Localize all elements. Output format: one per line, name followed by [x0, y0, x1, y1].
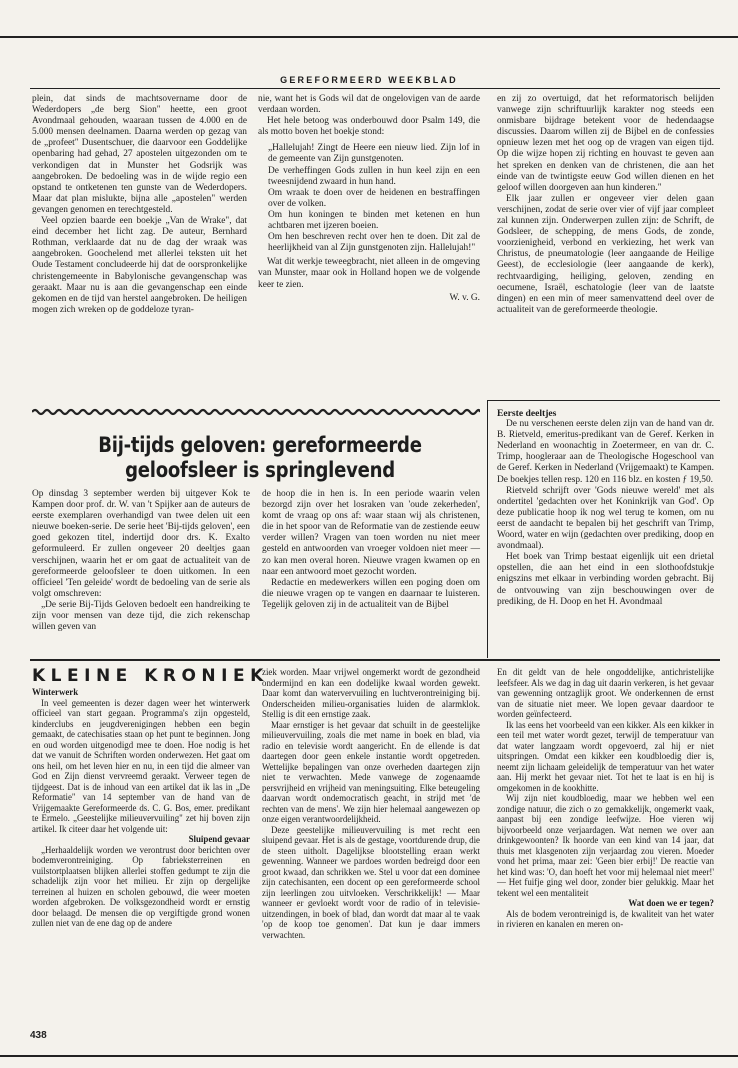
- quote-line: Om hen beschreven recht over hen te doen. Dit zal de heerlijkheid van al Zijn gunstgenoten zijn. Hallelujah!": [268, 232, 480, 254]
- bottom-rule: [0, 1055, 738, 1057]
- column-rule: [487, 400, 488, 658]
- quote-line: „Hallelujah! Zingt de Heere een nieuw lied. Zijn lof in de gemeente van Zijn gunstgenoten.: [268, 143, 480, 165]
- wave-separator: [32, 408, 480, 416]
- paragraph: Op dinsdag 3 september werden bij uitgever Kok te Kampen door prof. dr. W. van 't Spijker aan de auteurs de eerste exemplaren overhandigd van twee delen uit een nieuwe boeken-serie. De serie heet 'Bij-tijds geloven', een goed gekozen titel, indertijd door drs. K. Exalto geformuleerd. Er zullen ongeveer 20 deeltjes gaan verschijnen, waarin het er om gaat de actualiteit van de gereformeerde geloofsleer te doen uitkomen. In een officieel 'Ten geleide' wordt de bedoeling van de serie als volgt omschreven:: [32, 489, 250, 599]
- paragraph: In veel gemeenten is dezer dagen weer het winterwerk officieel van start gegaan. Programma's zijn opgesteld, kinderclubs en jeugdverenigingen hebben een begin gemaakt, de catechisaties staan op het punt te beginnen. Jong en oud worden uitgenodigd mee te doen. Hoe nodig is het dat we vanuit de Schriften worden onderwezen. Het gaat om ons heil, om het leven hier en nu, in een tijd die almeer van God en Zijn dienst vervreemd geraakt. Verweer tegen de tijdgeest. Dat is de inhoud van een artikel dat ik las in „De Reformatie" van 14 september van de hand van de Vrijgemaakte Gereformeerde ds. C. G. Bos, emer. predikant te Ermelo. „Geestelijke milieuvervuiling" zet hij boven zijn artikel. Ik citeer daar het volgende uit:: [32, 697, 250, 834]
- top-rule: [0, 36, 738, 38]
- kroniek-subhead: Winterwerk: [32, 687, 79, 697]
- kroniek-subhead: Sluipend gevaar: [188, 834, 250, 844]
- paragraph: nie, want het is Gods wil dat de ongelovigen van de aarde verdaan worden.: [258, 94, 480, 116]
- kroniek-column-3: [497, 667, 714, 930]
- top-column-2: [258, 94, 480, 304]
- paragraph: Ik las eens het voorbeeld van een kikker. Als een kikker in een teil met water wordt gezet, terwijl de temperatuur van dat water langzaam wordt opgevoerd, zal hij er niet uitspringen. Omdat een kikker een koudbloedig dier is, neemt zijn lichaam geleidelijk de temperatuur van het water aan. Hij merkt het gevaar niet. Tot het te laat is en hij is omgekomen in de kookhitte.: [497, 719, 714, 793]
- article-column-3: [497, 408, 714, 608]
- paragraph: en zij zo overtuigd, dat het reformatorisch belijden vanwege zijn schriftuurlijk karakter nog steeds een onmisbare bijdrage betekent voor de hedendaagse discussies. Daarom willen zij de Bijbel en de confessies opnieuw lezen met het oog op de vragen van eigen tijd. Op die wijze hopen zij richting en houvast te geven aan het spreken en denken van de christenen, die aan het einde van de twintigste eeuw God willen dienen en het geloof willen doorgeven aan hun kinderen.": [497, 94, 714, 193]
- article-headline: Bij-tijds geloven: gereformeerde geloofsleer is springlevend: [98, 433, 422, 482]
- paragraph: Het boek van Trimp bestaat eigenlijk uit een drietal opstellen, die aan het eind in een slothoofdstukje enigszins met elkaar in verbinding worden gebracht. Bij de ontvouwing van zijn beschouwingen over de prediking, de H. Doop en het H. Avondmaal: [497, 552, 714, 607]
- quote-line: De verheffingen Gods zullen in hun keel zijn en een tweesnijdend zwaard in hun hand.: [268, 165, 480, 187]
- paragraph: de hoop die in hen is. In een periode waarin velen bezorgd zijn over het losraken van 'oude zekerheden', komt de vraag op ons af: waar staan wij als christenen, die in het spoor van de Reformatie van de zestiende eeuw verder willen? Vragen van toen worden nu niet meer gesteld en antwoorden van vroeger voldoen niet meer — zo kan men overal horen. Nieuwe vragen kwamen op en naar een antwoord moet gezocht worden.: [262, 489, 480, 577]
- top-section-rule: [487, 400, 720, 401]
- paragraph: plein, dat sinds de machtsovername door de Wederdopers „de berg Sion" heette, een groot Avondmaal gehouden, waaraan tussen de 4.000 en de 5.000 mensen deelnamen. Daarna werden op gezag van de „profeet" Dusentschuer, die daarvoor een Goddelijke openbaring had gehad, 27 apostelen uitgezonden om te verkondigen dat in Munster het Godsrijk was aangebroken. De bedoeling was in de wijde regio een opstand te ontketenen ten gunste van de Wederdopers. Maar dat plan mislukte, bijna alle „apostelen" werden gevangen genomen en terechtgesteld.: [32, 94, 247, 215]
- paragraph: De nu verschenen eerste delen zijn van de hand van dr. B. Rietveld, emeritus-predikant van de Geref. Kerken in Nederland en woonachtig in Zoetermeer, en van dr. C. Trimp, hoogleraar aan de Theologische Hogeschool van de Geref. Kerken in Nederland (Vrijgemaakt) te Kampen. De boekjes tellen resp. 120 en 116 blz. en kosten ƒ 19,50.: [497, 419, 714, 485]
- section-subhead: Eerste deeltjes: [497, 408, 557, 419]
- quote-line: Om wraak te doen over de heidenen en bestraffingen over de volken.: [268, 187, 480, 209]
- paragraph: ziek worden. Maar vrijwel ongemerkt wordt de gezondheid ondermijnd en kan een dodelijke kwaal worden gewekt. Daar komt dan watervervuiling en luchtverontreiniging bij. Onderscheiden milieu-organisaties luiden de alarmklok. Stellig is dit een ernstige zaak.: [262, 667, 480, 719]
- paragraph: Als de bodem verontreinigd is, de kwaliteit van het water in rivieren en kanalen en meren on-: [497, 908, 714, 929]
- running-header: GEREFORMEERD WEEKBLAD: [280, 75, 458, 85]
- paragraph: „De serie Bij-Tijds Geloven bedoelt een handreiking te zijn voor mensen van deze tijd, die zich rekenschap willen geven van: [32, 599, 250, 633]
- kroniek-column-2: [262, 667, 480, 940]
- paragraph: Het hele betoog was onderbouwd door Psalm 149, die als motto boven het boekje stond:: [258, 116, 480, 138]
- kroniek-subhead: Wat doen we er tegen?: [628, 898, 714, 908]
- psalm-quote: [268, 143, 480, 254]
- kroniek-column-1: [32, 687, 250, 929]
- paragraph: Redactie en medewerkers willen een poging doen om die nieuwe vragen op te vangen en daarnaar te luisteren. Tegelijk geloven zij in de actualiteit van de Bijbel: [262, 577, 480, 610]
- author-signature: W. v. G.: [449, 292, 480, 303]
- header-rule: [30, 88, 720, 89]
- paragraph: Wij zijn niet koudbloedig, maar we hebben wel een zondige natuur, die zich o zo gemakkelijk, ongemerkt vaak, aanpast bij een zondige leefwijze. Hoe vieren wij bijvoorbeeld onze verjaardagen. Wat nemen we over aan drinkgewoonten? Ik hoorde van een kind van 14 jaar, dat thuis met klasgenoten zijn verjaardag zou vieren. Moeder vond het prima, maar zei: 'Geen bier erbij!' De reactie van het kind was: 'O, dan hoeft het voor mij helemaal niet meer!' — Het fuifje ging wel door, zonder bier gelukkig. Maar het tekent wel een mentaliteit: [497, 793, 714, 898]
- kroniek-rule: [30, 659, 720, 661]
- paragraph: Deze geestelijke milieuvervuiling is met recht een sluipend gevaar. Het is als de gestage, voortdurende drup, die de steen uitholt. Dagelijkse blootstelling eraan werkt gewenning. Wanneer we pardoes worden bedreigd door een groot kwaad, dan schrikken we. Stel u voor dat een dominee zijn catechisanten, een docent op een gereformeerde school zijn leerlingen zou uitvloeken. Verschrikkelijk! — Maar wanneer er gevloekt wordt voor de radio of in televisie-uitzendingen, in boek of blad, dan wordt dat maar al te vaak 'op de koop toe genomen'. Dat kun je daar immers verwachten.: [262, 824, 480, 940]
- article-column-2: [262, 489, 480, 611]
- paragraph: Veel opzien baarde een boekje „Van de Wrake", dat eind december het licht zag. De auteur, Bernhard Rothman, verklaarde dat nu de dag der wraak was aangebroken. Goochelend met allerlei teksten uit het Oude Testament concludeerde hij dat de oorspronkelijke christengemeente in Babylonische gevangenschap was geraakt. Maar nu is aan die gevangenschap een einde gekomen en de tijd van herstel aangebroken. De heiligen mogen zich wreken op de goddeloze tyran-: [32, 216, 247, 315]
- paragraph: „Herhaaldelijk worden we verontrust door berichten over bodemverontreiniging. Op fabrieksterreinen en vuilstortplaatsen blijken allerlei stoffen gedumpt te zijn die schadelijk zijn voor het milieu. Er zijn op dergelijke terreinen al huizen en scholen gebouwd, die weer moeten worden afgebroken. De volksgezondheid wordt er ernstig door belaagd. De mensen die op vergiftigde grond wonen zullen niet van de ene dag op de andere: [32, 844, 250, 928]
- paragraph: En dit geldt van de hele ongoddelijke, antichristelijke leefsfeer. Als we dag in dag uit daarin verkeren, is het gevaar van gewenning ontzaglijk groot. We onderkennen de ernst van de situatie niet meer. We lopen gevaar daardoor te worden geïnfecteerd.: [497, 667, 714, 719]
- top-column-3: [497, 94, 714, 316]
- article-column-1: [32, 489, 250, 633]
- top-column-1: [32, 94, 247, 316]
- paragraph: Maar ernstiger is het gevaar dat schuilt in de geestelijke milieuvervuiling, zoals die met name in boek en blad, via radio en televisie wordt aangericht. En de ellende is dat daartegen door geen enkele instantie wordt opgetreden. Wettelijke bepalingen van onze overheden daartegen zijn niet te verwachten. Mede vanwege de zogenaamde persvrijheid en vrijheid van meningsuiting. Elke beteugeling daarvan wordt ondemocratisch geacht, in strijd met 'de rechten van de mens'. We zijn hier helemaal aangewezen op onze eigen verantwoordelijkheid.: [262, 719, 480, 824]
- quote-line: Om hun koningen te binden met ketenen en hun achtbaren met ijzeren boeien.: [268, 209, 480, 232]
- paragraph: Rietveld schrijft over 'Gods nieuwe wereld' met als ondertitel 'gedachten over het Koninkrijk van God'. Op deze publicatie hoop ik nog wel terug te komen, om nu eerst de aandacht te bepalen bij het geschrift van Trimp, Woord, water en wijn (gedachten over prediking, doop en avondmaal).: [497, 485, 714, 552]
- kroniek-title: KLEINE KRONIEK: [32, 666, 269, 686]
- page-number: 438: [30, 1030, 47, 1041]
- paragraph: Elk jaar zullen er ongeveer vier delen gaan verschijnen, zodat de serie over vier of vijf jaar compleet zal kunnen zijn. Onderwerpen zullen zijn: de Schrift, de Godsleer, de schepping, de mens Gods, de zonde, voorzienigheid, verbond en verkiezing, het werk van Christus, de pneumatologie (leer aangaande de Heilige Geest), de ecclesiologie (leer aangaande de kerk), rechtvaardiging, heiliging, geloven, zending en oecumene, Israël, eschatologie (leer van de laatste dingen) en een min of meer samenvattend deel over de actualiteit van de gereformeerde theologie.: [497, 193, 714, 315]
- paragraph: Wat dit werkje teweegbracht, niet alleen in de omgeving van Munster, maar ook in Holland hopen we de volgende keer te zien.: [258, 257, 480, 290]
